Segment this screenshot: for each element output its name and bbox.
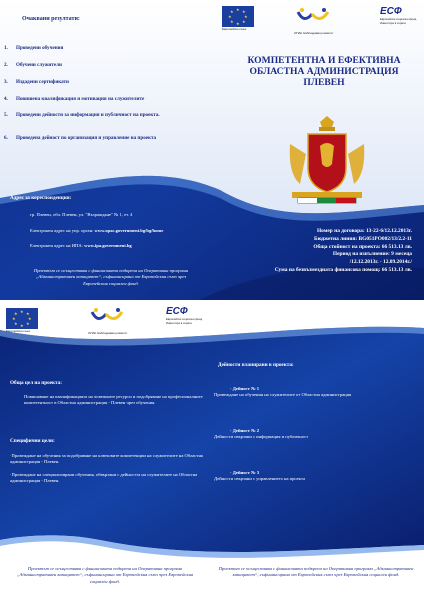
result-item: 5. Проведени дейности за информация и публичност на проекта.	[4, 112, 160, 118]
ipa-line	[30, 243, 132, 249]
address-title: Адрес за кореспонденция:	[10, 195, 72, 201]
page-title: КОМПЕТЕНТНА И ЕФЕКТИВНА ОБЛАСТНА АДМИНИСТРАЦИЯ ПЛЕВЕН	[247, 55, 401, 89]
contract-number: Номер на договора: 13-22-6/12.12.2013г.	[316, 228, 412, 234]
esf-logo	[380, 6, 420, 25]
back-page	[0, 300, 424, 600]
om-logo-icon	[88, 306, 128, 326]
back-footer-right: Проектът се осъществява с финансовата подкрепа на Оперативна програма „Административен капацитет“, съфинансирана от Европейския съюз чрез Европейския социален фонд.	[218, 566, 414, 578]
esf-mark: ЕСФ	[166, 306, 188, 317]
eu-caption: Европейски съюз	[222, 27, 247, 31]
coat-of-arms-icon	[284, 114, 370, 206]
specific-goal-1: ·Провеждане на обучения за подобряване на ключовите компетенции на служителите на Областна администрация - Плевен.	[10, 453, 203, 465]
eu-logo	[222, 6, 254, 31]
back-footer-left: Проектът се осъществява с финансовата подкрепа на Оперативна програма „Административен капацитет“, съфинансирана от Европейския съюз чрез Европейския социален фонд.	[16, 566, 194, 584]
activity-3-desc: Дейности свързани с управлението на проекта	[214, 476, 306, 482]
activity-3-name: · Дейност № 3	[230, 470, 260, 475]
period-dates: /12.12.2013г. - 12.09.2014г./	[349, 259, 412, 266]
specific-title: Специфични цели:	[10, 438, 55, 444]
goal-text: Повишаване на квалификацията на човешките ресурси и подобряване на професионалните компетентност в Областна администрация - Плевен чрез обучения.	[24, 394, 203, 406]
esf-caption: Европейски социален фонд Инвестира в хората	[166, 317, 203, 325]
ipa-link[interactable]: www.ipa.government.bg	[84, 243, 132, 248]
email-link[interactable]: www.opac.government.bg/bg/home	[94, 228, 164, 233]
front-footer: Проектът се осъществява с финансовата подкрепа на Оперативна програма „Административен капацитет“, съфинансирана от Европейския съюз чрез Европейския социален фонд.	[33, 268, 189, 286]
grant-amount: Сума на безвъзмездната финансова помощ: 66 513.13 лв.	[274, 267, 412, 274]
eu-flag-icon: ★ ★ ★ ★ ★ ★ ★ ★	[222, 6, 254, 27]
email-line	[30, 228, 163, 234]
eu-flag-icon: ★ ★ ★ ★ ★ ★ ★ ★	[6, 308, 38, 329]
activities-title: Дейности планирани в проекта:	[218, 362, 294, 368]
total-value: Обща стойност на проекта: 66 513.13 лв.	[313, 243, 412, 250]
om-logo	[294, 6, 334, 35]
activity-2-name: · Дейност № 2	[230, 428, 260, 433]
activity-1-desc: Провеждане на обучения на служителите от Областна администрация	[214, 392, 352, 398]
ipa-label: Електронен адрес на ИПА:	[30, 243, 83, 248]
activity-2-desc: Дейности свързани с информация и публичност	[214, 434, 309, 440]
activity-1	[214, 386, 414, 399]
result-item: 3. Издадени сертификати	[4, 79, 69, 85]
eu-caption: Европейски съюз	[6, 329, 31, 333]
address-text: гр. Плевен, обл. Плевен, ул. "Възраждане" № 1, ет. 4	[30, 212, 133, 217]
goal-title: Обща цел на проекта:	[10, 380, 62, 386]
result-item: 1. Проведени обучения	[4, 45, 64, 51]
result-item: 6. Проведена дейност по организация и управление на проекта	[4, 135, 157, 141]
result-item: 4. Повишена квалификация и мотивация на служителите	[4, 96, 145, 102]
om-caption: ОПАК Наблюдаващ комитет	[294, 31, 334, 35]
back-background	[0, 300, 424, 600]
esf-mark: ЕСФ	[380, 6, 402, 17]
results-title: Очаквани резултати:	[22, 16, 80, 22]
eu-logo-back	[6, 308, 38, 333]
om-caption: ОПАК Наблюдаващ комитет	[88, 331, 128, 335]
activity-2	[214, 428, 414, 441]
email-label: Електронен адрес на упр. орган:	[30, 228, 94, 233]
esf-caption: Европейски социален фонд Инвестира в хората	[380, 17, 417, 25]
activity-3	[214, 470, 414, 483]
result-item: 2. Обучени служители	[4, 62, 62, 68]
om-logo-back	[88, 306, 128, 335]
contract-details	[182, 228, 412, 275]
period: Период на изпълнение: 9 месеца	[332, 251, 412, 258]
specific-goal-2: ·Провеждане на специализирани обучения, обвързани с дейността на служителите на Областна администрация - Плевен.	[10, 472, 198, 484]
activity-1-name: · Дейност № 1	[230, 386, 260, 391]
om-logo-icon	[294, 6, 334, 26]
budget-line: Бюджетна линия: BG051PO002/13/2.2-11	[314, 235, 412, 242]
esf-logo-back	[166, 306, 208, 325]
